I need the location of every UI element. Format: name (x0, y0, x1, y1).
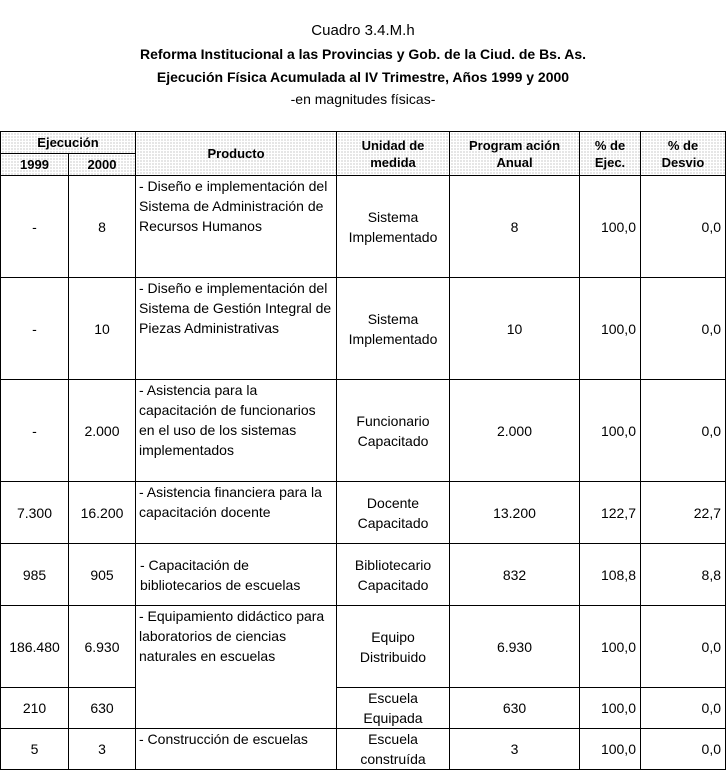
table-row (1, 688, 726, 729)
cell-programacion: 630 (450, 688, 580, 729)
cell-programacion: 3 (450, 729, 580, 770)
header-pct-desvio (641, 132, 726, 176)
header-pct-desvio-line2: Desvio (661, 154, 705, 170)
cell-1999: - (1, 278, 69, 380)
cell-pct-desvio: 0,0 (641, 278, 726, 380)
cell-pct-ejec: 100,0 (580, 380, 641, 482)
cell-producto: - Capacitación de bibliotecarios de escuelas (136, 544, 337, 606)
cell-pct-ejec: 108,8 (580, 544, 641, 606)
cell-pct-ejec: 100,0 (580, 278, 641, 380)
cell-producto: - Equipamiento didáctico para laboratorios de ciencias naturales en escuelas (136, 606, 337, 729)
cell-programacion: 6.930 (450, 606, 580, 688)
cell-pct-desvio: 0,0 (641, 176, 726, 278)
cell-2000: 10 (69, 278, 136, 380)
cell-2000: 8 (69, 176, 136, 278)
table-row (1, 176, 726, 278)
header-pct-ejec-line2: Ejec. (594, 154, 626, 170)
cell-pct-ejec: 122,7 (580, 482, 641, 544)
cell-2000: 16.200 (69, 482, 136, 544)
cell-2000: 905 (69, 544, 136, 606)
cell-pct-desvio: 0,0 (641, 380, 726, 482)
cell-pct-ejec: 100,0 (580, 176, 641, 278)
cell-1999: 7.300 (1, 482, 69, 544)
cell-pct-desvio: 0,0 (641, 606, 726, 688)
cell-programacion: 8 (450, 176, 580, 278)
header-programacion-line2: Anual (496, 154, 533, 170)
cell-1999: 186.480 (1, 606, 69, 688)
cell-pct-desvio: 8,8 (641, 544, 726, 606)
table-title: Reforma Institucional a las Provincias y Gob. de la Ciud. de Bs. As. (139, 46, 587, 62)
cell-1999: 985 (1, 544, 69, 606)
cell-2000: 3 (69, 729, 136, 770)
table-row (1, 606, 726, 688)
cell-2000: 6.930 (69, 606, 136, 688)
table-row (1, 482, 726, 544)
cell-producto: - Construcción de escuelas (136, 729, 337, 770)
cell-1999: 5 (1, 729, 69, 770)
cell-1999: 210 (1, 688, 69, 729)
cell-producto: - Diseño e implementación del Sistema de Administración de Recursos Humanos (136, 176, 337, 278)
header-unidad-line2: medida (370, 154, 416, 170)
header-1999: 1999 (1, 154, 69, 176)
header-pct-ejec (580, 132, 641, 176)
table-caption (0, 0, 726, 130)
table-units-note: -en magnitudes físicas- (290, 91, 436, 107)
table-row (1, 380, 726, 482)
cell-pct-desvio: 22,7 (641, 482, 726, 544)
cell-pct-ejec: 100,0 (580, 729, 641, 770)
cell-pct-desvio: 0,0 (641, 688, 726, 729)
cell-programacion: 13.200 (450, 482, 580, 544)
cell-unidad: Sistema Implementado (337, 176, 450, 278)
header-unidad (337, 132, 450, 176)
execution-table (0, 131, 726, 770)
header-ejecucion: Ejecución (1, 132, 136, 154)
cell-pct-desvio: 0,0 (641, 729, 726, 770)
cell-unidad: Equipo Distribuido (337, 606, 450, 688)
cell-1999: - (1, 380, 69, 482)
cell-producto: - Diseño e implementación del Sistema de Gestión Integral de Piezas Administrativas (136, 278, 337, 380)
cell-unidad: Funcionario Capacitado (337, 380, 450, 482)
cell-programacion: 2.000 (450, 380, 580, 482)
header-unidad-line1: Unidad de (361, 137, 425, 153)
cell-unidad: Bibliotecario Capacitado (337, 544, 450, 606)
cell-1999: - (1, 176, 69, 278)
table-row (1, 278, 726, 380)
cell-2000: 630 (69, 688, 136, 729)
cell-producto: - Asistencia financiera para la capacitación docente (136, 482, 337, 544)
cell-unidad: Escuela construída (337, 729, 450, 770)
cell-2000: 2.000 (69, 380, 136, 482)
header-pct-ejec-line1: % de (594, 137, 626, 153)
cell-programacion: 10 (450, 278, 580, 380)
cell-producto: - Asistencia para la capacitación de funcionarios en el uso de los sistemas implementados (136, 380, 337, 482)
cell-unidad: Sistema Implementado (337, 278, 450, 380)
cell-pct-ejec: 100,0 (580, 688, 641, 729)
table-subtitle: Ejecución Física Acumulada al IV Trimestre, Años 1999 y 2000 (156, 69, 570, 85)
table-row (1, 729, 726, 770)
header-2000: 2000 (69, 154, 136, 176)
header-programacion (450, 132, 580, 176)
header-producto: Producto (136, 132, 337, 176)
cell-programacion: 832 (450, 544, 580, 606)
header-pct-desvio-line1: % de (667, 137, 699, 153)
header-programacion-line1: Program ación (468, 137, 561, 153)
cell-unidad: Escuela Equipada (337, 688, 450, 729)
table-number: Cuadro 3.4.M.h (311, 22, 415, 39)
table-row (1, 544, 726, 606)
cell-unidad: Docente Capacitado (337, 482, 450, 544)
cell-pct-ejec: 100,0 (580, 606, 641, 688)
